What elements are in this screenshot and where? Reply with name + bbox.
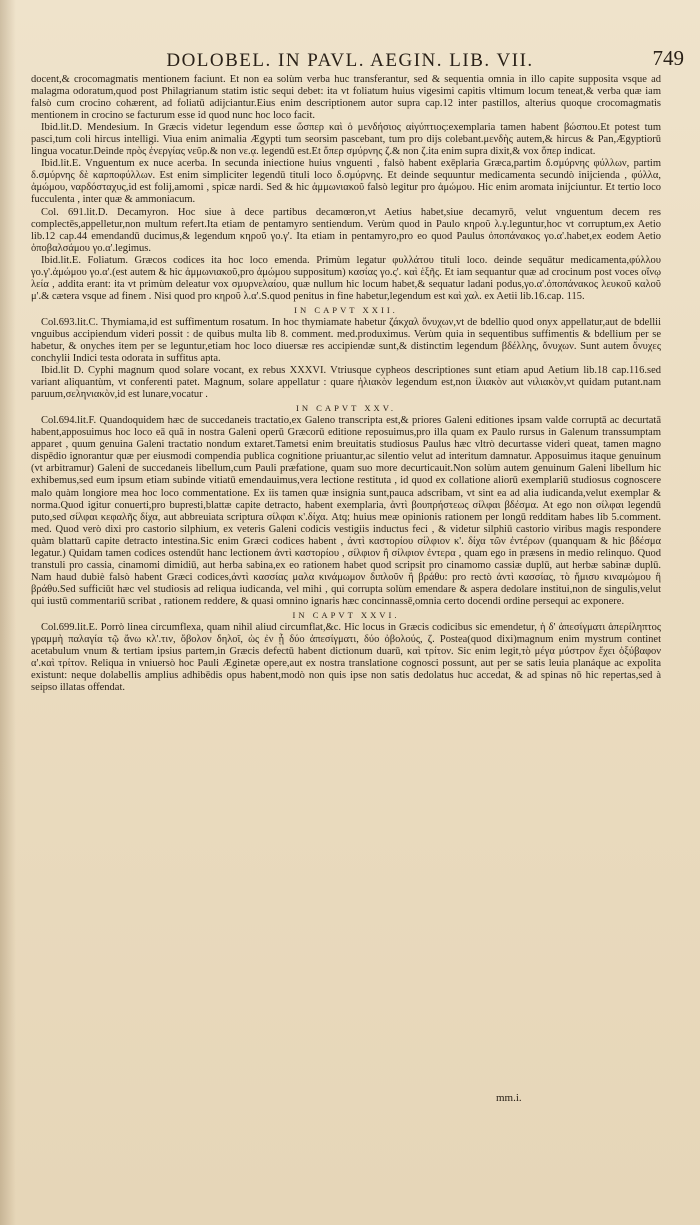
paragraph: Ibid.lit.E. Foliatum. Græcos codices ita hoc loco emenda. Primùm legatur φυλλάτου tituli loco. deinde sequātur medicamenta,φύλλου γο.γ'.ἀμώμου γο.α'.(est autem & hic ἀμμωνιακοῦ,pro ἀμώμου suppositum) κασίας γο.ς'. καὶ ἑξῆς. Et iam sequantur quæ ad crocinum post voces οἴνῳ λεία , addita erant: ita vt primùm deleatur vox σμυρνελαίου, quæ nullum hic locum habet,& sequatur ladani podus,γο.α'.ὀποπάνακος λευκοῦ καλοῦ μ'.& cætera vsque ad finem . Nisi quod pro κηροῦ λ.α'.S.quod penitus in fine habetur,legendum est καὶ χαλ. ex Aetii lib.16.cap. 115.	[31, 254, 661, 302]
paragraph: Col.699.lit.E. Porrò linea circumflexa, quam nihil aliud circumflat,&c. Hic locus in Græcis codicibus sic emendetur, ἡ δ' ἀπεσίγματι ἁπερίληπτος γραμμὴ παλαγία τῷ ἄνω κλ'.τιν, ὄβολον δηλοῖ, ὡς ἐν ᾗ δύο ἀπεσίγματι, δύο ὀβολούς, ζ. Postea(quod dixi)magnum enim mystrum continet acetabulum vnum & tertiam ipsius partem,in Græcis defectū habent dictionum duarū, καὶ τρίτον. Sic enim legit,τὸ μέγα μύστρον ἔχει ὀξύβαφον α'.καὶ τρίτον. Reliqua in vniuersò hoc Pauli Æginetæ opere,aut ex nostra translatione cognosci possunt, aut per se satis leuia planáque ac expolita existunt: neque dolabellis amplius adhibēdis opus habent,modò non quis ipse non satis dedolatus huc accedat, & ad spinas nō hic repertas,sed à seipso illatas offendat.	[31, 621, 661, 694]
paragraph: Ibid.lit D. Cyphi magnum quod solare vocant, ex rebus XXXVI. Vtriusque cypheos descriptiones sunt etiam apud Aetium lib.18 cap.116.sed variant aliquantùm, vt conferenti patet. Magnum, solare appellatur : quare ἡλιακὸν legendum est,non ἰλιακὸν aut νιλιακὸν,vt quidam putant.nam paruum,σεληνιακὸν,id est lunare,vocatur .	[31, 365, 661, 401]
running-title: DOLOBEL. IN PAVL. AEGIN. LIB. VII.	[166, 50, 534, 71]
section-heading: IN CAPVT XXII.	[294, 304, 398, 315]
page-number: 749	[652, 46, 684, 70]
paragraph: Col. 691.lit.D. Decamyron. Hoc siue à dece partibus decamœron,vt Aetius habet,siue decamyrō, velut vnguentum decem res complectēs,appelletur,non multum refert.Ita etiam de pentamyro sentiendum. Verùm quod in Paulo κηροῦ λ.γ.leguntur,hoc vt corruptum,ex Aetio lib.12 cap.44 emendandū ducimus,& legendum κηροῦ γο.γ'. Ita etiam in pentamyro,pro eo quod Paulus ὀποπάνακος γο.α'.habet,ex eodem Aetio ὀποβαλσάμου γο.α'.legimus.	[31, 206, 661, 254]
paragraph: Col.693.lit.C. Thymiama,id est suffimentum rosatum. In hoc thymiamate habetur ζάκχαλ ὄνυχων,vt de bdellio quod onyx appellatur,aut de bdellii vnguibus accipiendum videri possit : de quibus multa lib 8. comment. med.produximus. Verùm quia in sequentibus suffimentis & bdellium per se habetur, & onyches item per se leguntur,etiam hoc loco diuersæ res accipiendæ sunt,& distinctim legendum βδέλλης, ὄνυχων. Sunt autem ὄνυχες conchylii Indici testa odorata in suffitus apta.	[31, 316, 661, 365]
section-heading: IN CAPVT XXVI.	[292, 609, 400, 620]
paragraph: docent,& crocomagmatis mentionem faciunt. Et non ea solùm verba huc transferantur, sed & sequentia omnia in illo capite supposita vsque ad malagma odoratum,quod post Philagrianum statim istic sequi debet: ita vt foliatum huius vigesimi capitis vltimum locum teneat,& verba quæ iam falsò cum crocino cohærent, ad foliatū adijciantur.Eius enim descriptionem autor supra cap.12 inter pastillos, alterius quoque crocomagmatis mentionem in crocino se facturum esse id quod nunc hoc loco facit.	[31, 74, 661, 122]
paragraph: Col.694.lit.F. Quandoquidem hæc de succedaneis tractatio,ex Galeno transcripta est,& priores Galeni editiones ipsam valde corruptā ac decurtatā habent,apposuimus hoc loco eā quā in nostra Galeni operū Græcorū editione reposuimus,pro illa quam ex Paulo rursus in Galenum transsumptam apparet , quum genuina Galeni tractatio nondum extaret.Tametsi enim breuitatis studiosus Paulus hæc vltrò decurtasse videri queat, tamen magno dispēdio ignorantur quæ per eiusmodi compendia publica cognitione priuantur,ac silentio velut ad interitum damnatur. Apposuimus itaque genuinum (vt arbitramur) Galeni de succedaneis libellum,cum Pauli præfatione, quam suo more decurticauit.Non solùm autem genuinum Galeni libellum hic exhibemus,sed eum ipsum etiam subinde vitiatū emendauimus,vera lectione restituta , id quod ex collatione aliorū exemplariū studiosus cognoscere malo quàm longiore mea hoc loco commentatione. Ex iis tamen quæ insignia sunt,pauca adscribam, vt sint ea ad alia iudicanda,velut exemplar & norma.Quod igitur conuerti,pro bupresti,blattæ capite detracto, habent exemplaria, ἀντὶ βουπρήστεως σίλφαι βδέσμα. At ego non σίλφαι legendū puto,sed σίλφαι κεφαλῆς δίχα, aut abbreuiata scriptura σίλφαι κ'.δίχα. Atq; huius meæ opinionis rationem per longū redditam habes lib 5.comment. med. Quod verò dixi pro castorio silphium, ex veteris Galeni codicis vestigiis inductus feci , & videtur silphiū castorio viribus magis respondere quàm blattarū capite detracto intestina.Sic enim Græci codices habent , ἀντὶ καστορίου σίλφιον κ'. δίχα τῶν ἐντέρων (quanquam & hic βδέσμα legatur.) Quidam tamen codices ostendūt hanc lectionem ἀντὶ καστορίου , σίλφιον ἢ σίλφιον ἐντερα , quam ego in præsens in medio relinquo. Quod transtuli pro cassia, cinamomi dimidiū, aut herba sabina,ex eo rationem habet quod scripsit pro cinamomo cassiæ duplū, aut herbæ sabinæ duplū. Nam haud dubiè falsò habent Græci codices,ἀντὶ κασσίας μαλα κινάμωμον διπλοῦν ἢ βράθυ: pro rectò ἀντὶ κασσίας, τὸ ἥμισυ κιναμώμου ἢ βράθυ.Sed sufficiūt hæc vel studiosis ad reliqua iudicanda, vel mihi , qui corrupta solùm emendare & aspera dedolare institui,non de singulis,velut qui iustū commentariū scribat , rationem reddere, & quasi omnino ignaris hæc concinnassē,omnia certo docendi ordine persequi ac exponere.	[31, 415, 661, 607]
section-heading: IN CAPVT XXV.	[295, 403, 397, 414]
paragraph: Ibid.lit.D. Mendesium. In Græcis videtur legendum esse ὥσπερ καὶ ὁ μενδήσιος αἰγύπτιος:exemplaria tamen habent βώσπου.Et potest tum pasci,tum coli hircus intelligi. Viua enim animalia Ægypti tum seorsim pascebant, tum pro dijs colebant.μενδὴς autem,& hircus & Pan,Ægyptiorū lingua vocatur.Deinde πρὸς ἐνεργίας νεῦρ.& non νε.ᾳ. legendū est.Et ὅπερ σμύρνης ζ.& non ζ.ita enim supra dixit,& vox ὅπερ indicat.	[31, 122, 661, 158]
paragraph: Ibid.lit.E. Vnguentum ex nuce acerba. In secunda iniectione huius vnguenti , falsò habent exēplaria Græca,partim δ.σμύρνης φύλλων, partim δ.σμύρνης δὲ καρποφύλλων. Est enim simpliciter legendū tituli loco δ.σμύρνης. Et deinde sequuntur medicamenta secundò inijcienda , φύλλα, ἀμώμου, ναρδόσταχυς,id est folij,amomi , spicæ nardi. Sed & hic ἀμμωνιακοῦ falsò legitur pro ἀμώμου. Hic enim aromata inijciuntur. Et tertio loco fucculenta , inter quæ & ammoniacum.	[31, 158, 661, 206]
signature-mark: mm.i.	[496, 1092, 522, 1104]
body-text	[31, 74, 661, 694]
running-head	[0, 44, 700, 74]
